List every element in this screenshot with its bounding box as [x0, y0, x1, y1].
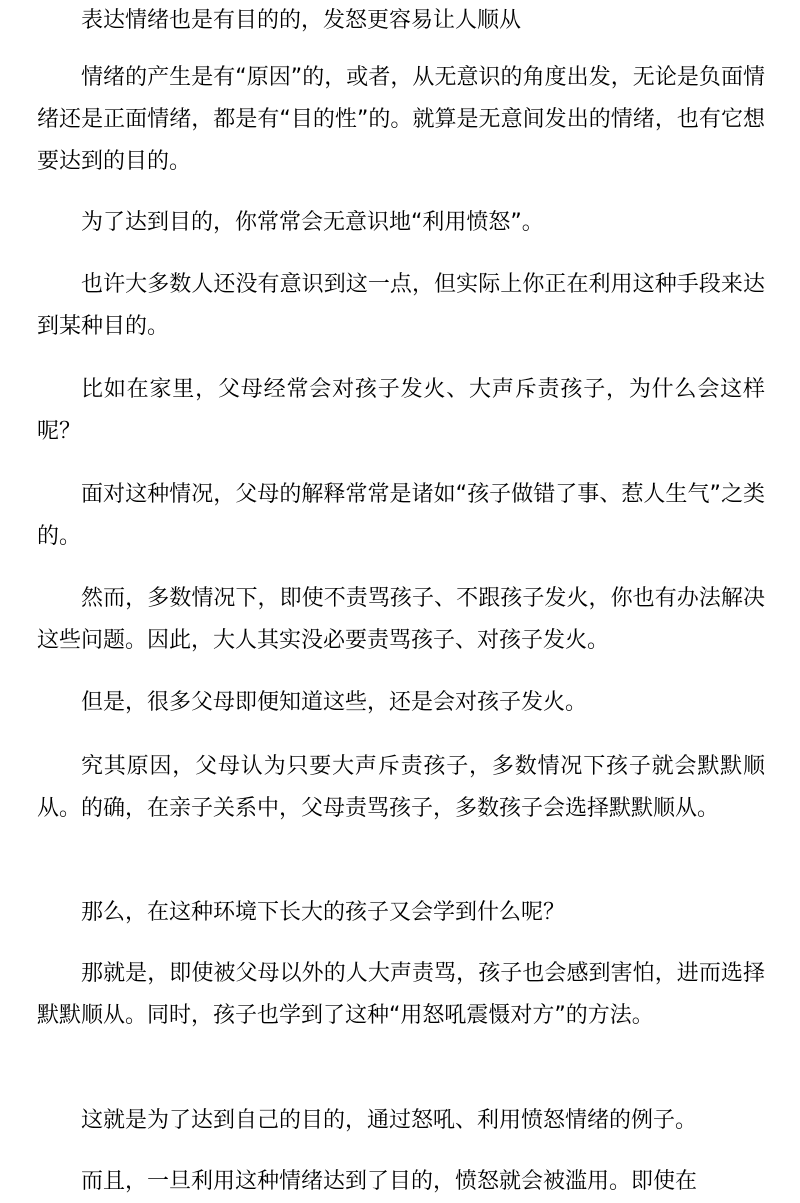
paragraph: 而且，一旦利用这种情绪达到了目的，愤怒就会被滥用。即使在 — [81, 1169, 698, 1194]
paragraph: 比如在家里，父母经常会对孩子发火、大声斥责孩子，为什么会这样呢？ — [37, 377, 765, 444]
paragraph: 这就是为了达到自己的目的，通过怒吼、利用愤怒情绪的例子。 — [81, 1108, 698, 1133]
paragraph: 但是，很多父母即便知道这些，还是会对孩子发火。 — [81, 690, 588, 715]
paragraph: 面对这种情况，父母的解释常常是诸如“孩子做错了事、惹人生气”之类的。 — [37, 482, 765, 549]
section-heading: 表达情绪也是有目的的，发怒更容易让人顺从 — [81, 8, 522, 33]
paragraph: 然而，多数情况下，即使不责骂孩子、不跟孩子发火，你也有办法解决这些问题。因此，大人其实没必要责骂孩子、对孩子发火。 — [37, 586, 765, 653]
paragraph: 也许大多数人还没有意识到这一点，但实际上你正在利用这种手段来达到某种目的。 — [37, 272, 765, 339]
paragraph: 为了达到目的，你常常会无意识地“利用愤怒”。 — [81, 210, 544, 235]
paragraph: 情绪的产生是有“原因”的，或者，从无意识的角度出发，无论是负面情绪还是正面情绪，都是有“目的性”的。就算是无意间发出的情绪，也有它想要达到的目的。 — [37, 65, 765, 174]
paragraph: 那么，在这种环境下长大的孩子又会学到什么呢？ — [81, 900, 566, 925]
paragraph: 究其原因，父母认为只要大声斥责孩子，多数情况下孩子就会默默顺从。的确，在亲子关系中，父母责骂孩子，多数孩子会选择默默顺从。 — [37, 754, 765, 821]
paragraph: 那就是，即使被父母以外的人大声责骂，孩子也会感到害怕，进而选择默默顺从。同时，孩子也学到了这种“用怒吼震慑对方”的方法。 — [37, 961, 765, 1028]
